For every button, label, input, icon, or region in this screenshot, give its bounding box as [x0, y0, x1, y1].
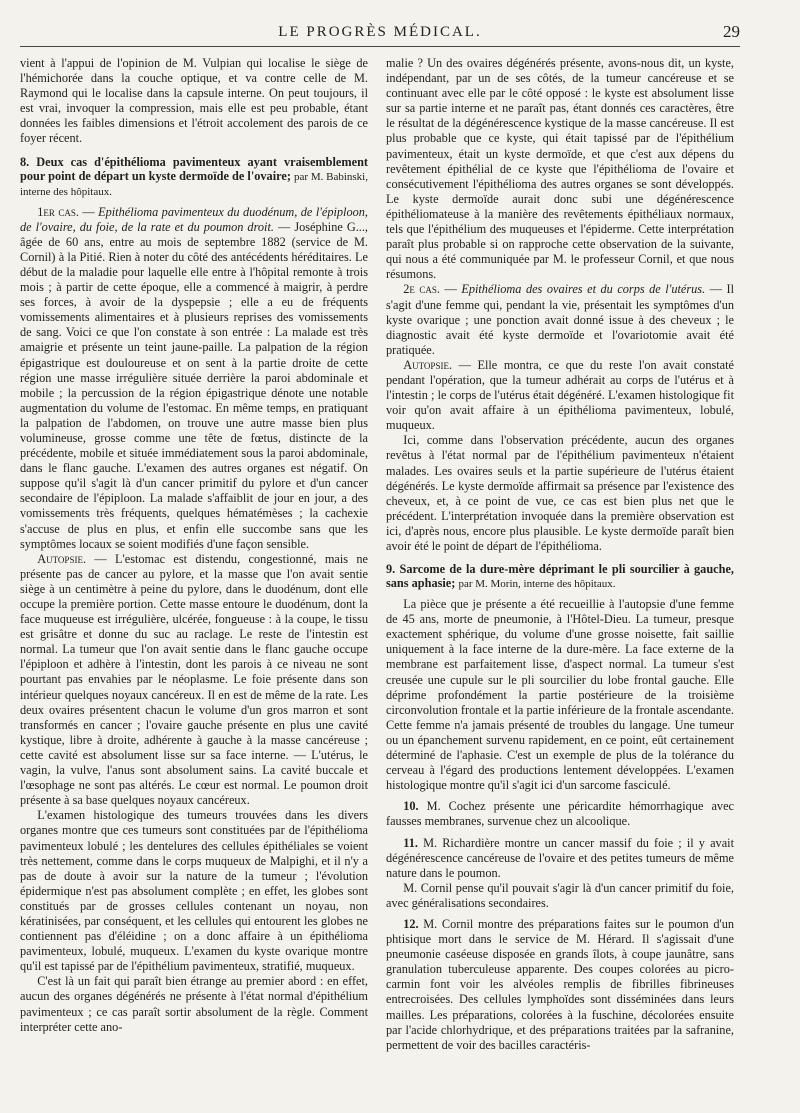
- section-10-number: 10.: [403, 799, 419, 814]
- section-12-number: 12.: [403, 916, 419, 931]
- autopsy-2-label: Autopsie.: [403, 357, 453, 372]
- section-9-heading: [386, 562, 734, 591]
- histology-paragraph: L'examen histologique des tumeurs trouvées dans les divers organes montre que ces tumeurs sont constituées par de l'épithélioma pavimenteux lobulé ; les dentelures des cellules épithéliales se voient très nettement, comme dans le corps muqueux de Malpighi, et il n'y a pas de doute à avoir sur la nature de la tumeur ; l'évolution épidermique n'est pas absolument complète ; en effet, les globes sont constitués par de grosses cellules contenant un noyau, non kératinisées, par conséquent, et les cellules qui entourent les globes ne contiennent pas d'éléidine ; on a donc affaire à un épithélioma pavimenteux, lobulé, muqueux. L'examen du kyste ovarique montre qu'il est tapissé par de l'épithélium pavimenteux, stratifié, muqueux.: [20, 808, 368, 974]
- journal-title: LE PROGRÈS MÉDICAL.: [278, 24, 482, 40]
- discussion-paragraph: C'est là un fait qui paraît bien étrange au premier abord : en effet, aucun des organes dégénérés ne présente à l'état normal d'épithélium pavimenteux ; ce cas paraît sortir absolument de la règle. Comment interpréter cette ano-: [20, 974, 368, 1034]
- right-column: [386, 56, 734, 1101]
- section-12-text: M. Cornil montre des préparations faites sur le poumon d'un phtisique mort dans le service de M. Hérard. Il s'agissait d'une pneumonie caséeuse disposée en grands îlots, à coupe jaunâtre, sans granulation tuberculeuse apparente. Des coupes colorées au picro-carmin font voir les alvéoles remplis de fibrilles fibrineuses entrecroisées. Des cellules lymphoïdes sont disséminées dans leurs mailles. Les préparations, colorées à la fuschine, décolorées ensuite par l'acide chlorhydrique, et des préparations traitées par la safranine, permettent de voir des bacilles caractéris-: [386, 916, 734, 1052]
- section-10-paragraph: [386, 799, 734, 829]
- autopsy-1-label: Autopsie.: [37, 551, 87, 566]
- section-10-text: M. Cochez présente une péricardite hémorrhagique avec fausses membranes, survenue chez un alcoolique.: [386, 799, 734, 829]
- section-11-text: M. Richardière montre un cancer massif du foie ; il y avait dégénérescence cancéreuse de l'ovaire et des petites tumeurs de même nature dans le poumon.: [386, 835, 734, 880]
- case-2-label: 2e cas. —: [403, 282, 457, 297]
- page-number: 29: [723, 22, 740, 41]
- section-11-number: 11.: [403, 835, 418, 850]
- section-8-heading: [20, 155, 368, 199]
- section-11-comment: M. Cornil pense qu'il pouvait s'agir là d'un cancer primitif du foie, avec généralisations secondaires.: [386, 880, 734, 910]
- section-8-author: par M. Babinski, interne des hôpitaux.: [20, 170, 368, 198]
- case-1-title: Epithélioma pavimenteux du duodénum, de l'épiploon, de l'ovaire, du foie, de la rate et du poumon droit.: [20, 204, 368, 234]
- case-1-text: — Joséphine G..., âgée de 60 ans, entre au mois de septembre 1882 (service de M. Cornil) à la Pitié. Rien à noter du côté des antécédents héréditaires. Le début de la maladie pour laquelle elle entre à l'hôpital remonte à trois mois ; à partir de cette époque, elle a commencé à maigrir, à perdre ses forces, à avoir de la dyspepsie ; elle a eu de fréquents vomissements alimentaires et à plusieurs reprises des vomissements de sang. Voici ce que l'on constate à son entrée : La malade est très amaigrie et présente un teint jaune-paille. La palpation de la région épigastrique est douloureuse et on sent à la partie droite de cette région une masse irrégulière située derrière la paroi abdominale et mobile ; la percussion de la région épigastrique dénote une notable augmentation du volume de l'estomac. En même temps, en pratiquant la palpation de l'abdomen, on trouve une autre masse bien plus volumineuse, grosse comme une tête de fœtus, distincte de la précédente, mobile et située immédiatement sous la paroi abdominale, dans le flanc gauche. L'examen des autres organes est négatif. On suppose qu'il s'agit là d'un cancer primitif du pylore et d'un cancer secondaire de l'épiploon. La malade s'affaiblit de jour en jour, a des vomissements très fréquents, quelques hématémèses ; la cachexie s'accuse de plus en plus, et enfin elle succombe sans que les symptômes locaux se soient modifiés d'une façon sensible.: [20, 219, 368, 551]
- case-2-text: — Il s'agit d'une femme qui, pendant la vie, présentait les symptômes d'un kyste ovarique ; une ponction avait donné issue à des cheveux ; le diagnostic avait été kyste dermoïde et l'ovariotomie avait été pratiquée.: [386, 282, 734, 357]
- case-2-title: Epithélioma des ovaires et du corps de l'utérus.: [461, 282, 706, 297]
- paragraph-continued: vient à l'appui de l'opinion de M. Vulpian qui localise le siège de l'hémichorée dans la couche optique, et va contre celle de M. Raymond qui le localise dans la capsule interne. On peut toujours, il est vrai, invoquer la compression, mais elle est peu probable, étant données les faibles dimensions et l'étroit accolement des parois de ce foyer récent.: [20, 56, 368, 146]
- section-12-paragraph: [386, 917, 734, 1053]
- left-column: [20, 56, 368, 1101]
- autopsy-1-text: — L'estomac est distendu, congestionné, mais ne présente pas de cancer au pylore, et la masse que l'on avait sentie siège à un centimètre à peine du pylore, dans le duodénum, dont elle occupe la première portion. Cette masse entoure le duodénum, dont la face muqueuse est irrégulière, ulcérée, fongueuse : à la coupe, le tissu est grisâtre et donne du suc au raclage. Le reste de l'intestin est normal. La tumeur que l'on avait sentie dans le flanc gauche occupe l'épiploon et adhère à l'intestin, dont les parois à ce niveau ne sont pourtant pas envahies par le néoplasme. Le foie présente dans son intérieur quelques noyaux cancéreux. Il en est de même de la rate. Les deux ovaires présentent chacun le volume d'un gros marron et sont transformés en cancer ; l'ovaire gauche présente en plus une cavité kystique, libre à droite, adhérente à gauche à la masse cancéreuse ; cette cavité est absolument lisse sur sa face interne. — L'utérus, le vagin, la vulve, l'anus sont absolument sains. La cavité buccale et l'œsophage ne sont pas altérés. Le cœur est normal. Le poumon droit présente à sa base quelques noyaux cancéreux.: [20, 551, 368, 808]
- autopsy-2-paragraph: [386, 358, 734, 433]
- case-2-paragraph: [386, 282, 734, 357]
- case-1-label: 1er cas. —: [37, 204, 95, 219]
- case-1-paragraph: [20, 205, 368, 552]
- section-11-paragraph: [386, 836, 734, 881]
- section-9-author: par M. Morin, interne des hôpitaux.: [458, 578, 616, 591]
- autopsy-2-text: — Elle montra, ce que du reste l'on avait constaté pendant l'opération, que la tumeur adhérait au corps de l'utérus et à l'intestin ; le corps de l'utérus était dégénéré. L'examen histologique fit voir qu'on avait affaire à un épithélioma pavimenteux, lobulé, muqueux.: [386, 357, 734, 433]
- section-8-title: 8. Deux cas d'épithélioma pavimenteux ayant vraisemblement pour point de départ un kyste dermoïde de l'ovaire;: [20, 154, 368, 183]
- autopsy-1-paragraph: [20, 552, 368, 809]
- section-9-text: La pièce que je présente a été recueillie à l'autopsie d'une femme de 45 ans, morte de pneumonie, à l'Hôtel-Dieu. La tumeur, presque exactement sphérique, du volume d'une grosse noisette, fait saillie uniquement à la face interne de la dure-mère. La face externe de la membrane est parfaitement lisse, d'aspect normal. La tumeur s'est creusée une cupule sur le pli sourcilier du lobe frontal gauche. Elle déprime profondément la partie postérieure de la troisième circonvolution frontale et la partie inférieure de la frontale ascendante. Cette femme n'a jamais présenté de troubles du langage. Une tumeur ou un épanchement survenu rapidement, en ce point, eût certainement déterminé de l'aphasie. C'est un exemple de plus de la tolérance du cerveau à l'égard des productions lentement développées. L'examen histologique montre qu'il s'agit ici d'un sarcome fasciculé.: [386, 597, 734, 793]
- section-9-title: 9. Sarcome de la dure-mère déprimant le pli sourcilier à gauche, sans aphasie;: [386, 562, 734, 591]
- page-header: [20, 22, 740, 47]
- paragraph-continued: malie ? Un des ovaires dégénérés présente, avons-nous dit, un kyste, indépendant, par un de ses côtés, de la tumeur cancéreuse et se continuant avec elle par le côté opposé : le kyste est absolument lisse sur sa partie interne et ne paraît pas, étant donnés ces caractères, être le résultat de la dégénérescence kystique de la masse cancéreuse. Il est plus probable que ce kyste, qui était tapissé par de l'épithélium pavimenteux, était un kyste dermoïde, et que c'est aux dépens du revêtement épithélial de ce kyste que l'épithélioma de l'ovaire et consécutivement l'épithélioma des autres organes se sont développés. Le kyste dermoïde aurait donc subi une dégénérescence épithéliomateuse à la manière des revêtements épithéliaux normaux, tels que l'épithélium des muqueuses et l'épiderme. Cette interprétation paraît plus probable si on rapproche cette observation de la suivante, qui nous a été communiquée par M. le professeur Cornil, et que nous résumons.: [386, 56, 734, 282]
- comparison-paragraph: Ici, comme dans l'observation précédente, aucun des organes revêtus à l'état normal par de l'épithélium pavimenteux n'étaient malades. Les ovaires seuls et la partie supérieure de l'utérus étaient dégénérés. Le kyste dermoïde affirmait sa présence par l'existence des cheveux, et, à ce point de vue, ce cas est bien plus net que le précédent. L'interprétation invoquée dans la première observation est ici, d'après nous, encore plus plausible. Le kyste dermoïde paraît bien avoir été le point de départ de l'épithélioma.: [386, 433, 734, 553]
